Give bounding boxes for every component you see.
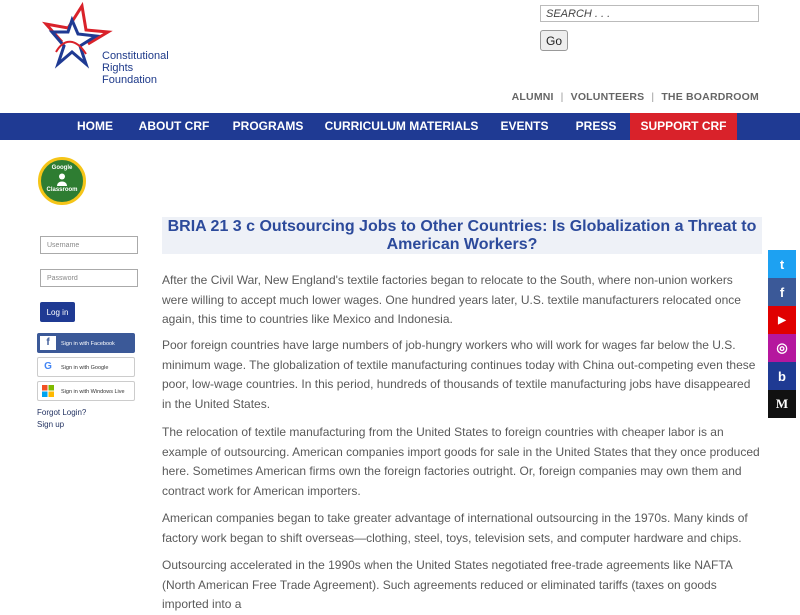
nav-events[interactable]: EVENTS (500, 119, 549, 133)
separator: | (651, 91, 655, 103)
logo-line-2: Rights (102, 62, 134, 74)
nav-press[interactable]: PRESS (575, 119, 617, 133)
logo-line-3: Foundation (102, 74, 158, 86)
google-signin-button[interactable] (37, 357, 135, 377)
google-signin-label: Sign in with Google (61, 365, 109, 371)
google-icon: G (44, 361, 52, 372)
nav-curriculum-materials[interactable]: CURRICULUM MATERIALS (324, 119, 479, 133)
blog-icon: b (778, 368, 786, 384)
twitter-share[interactable] (768, 250, 796, 278)
star-logo-icon (38, 2, 108, 72)
article-paragraph: American companies began to take greater advantage of international outsourcing in the 1970s. Many kinds of factory work began to shift overseas—clothing, steel, toys, television sets, and computer hardware and chips. (162, 511, 748, 545)
blog-share[interactable] (768, 362, 796, 390)
volunteers-link[interactable]: VOLUNTEERS (570, 91, 645, 103)
facebook-share[interactable] (768, 278, 796, 306)
forgot-login-link[interactable]: Forgot Login? (37, 408, 87, 417)
windows-signin-button[interactable] (37, 381, 135, 401)
main-nav (0, 113, 800, 140)
instagram-share[interactable] (768, 334, 796, 362)
article-paragraph: Outsourcing accelerated in the 1990s when the United States negotiated free-trade agreements like NAFTA (North American Free Trade Agreement). Such agreements reduced or eliminated tariffs (taxes on goods imported into a (162, 558, 733, 611)
badge-line-2: Classroom (46, 187, 78, 193)
nav-support-crf[interactable]: SUPPORT CRF (630, 113, 737, 140)
person-icon (57, 173, 67, 186)
nav-about-crf[interactable]: ABOUT CRF (138, 119, 210, 133)
medium-share[interactable] (768, 390, 796, 418)
utility-links (512, 91, 759, 103)
search-input[interactable] (540, 5, 759, 22)
login-button[interactable]: Log in (40, 302, 75, 322)
article-paragraph: Poor foreign countries have large numbers of job-hungry workers who will work for wages far below the U.S. minimum wage. The globalization of textile manufacturing continues today with China out-competing even these poor, low-wage countries. In this period, hundreds of thousands of textile manufacturing jobs have disappeared in the United States. (162, 338, 756, 411)
youtube-share[interactable] (768, 306, 796, 334)
alumni-link[interactable]: ALUMNI (511, 91, 554, 103)
nav-programs[interactable]: PROGRAMS (232, 119, 304, 133)
password-field[interactable] (40, 269, 138, 287)
facebook-signin-label: Sign in with Facebook (61, 341, 115, 347)
instagram-icon: ◎ (776, 340, 788, 355)
google-classroom-badge[interactable] (38, 157, 86, 205)
search-go-button[interactable]: Go (540, 30, 568, 51)
windows-signin-label: Sign in with Windows Live (61, 389, 125, 395)
article-paragraph: The relocation of textile manufacturing from the United States to foreign countries with cheaper labor is an example of outsourcing. American companies import goods for sale in the United States that they once produced here. Sometimes American firms own the foreign factories outright. Or, foreign companies may own them and contract work for American importers. (162, 425, 760, 498)
article-paragraph: After the Civil War, New England's textile factories began to relocate to the South, where non-union workers were willing to accept much lower wages. One hundred years later, U.S. textile manufacturers relocated once again, this time to countries like Mexico and Indonesia. (162, 273, 741, 326)
twitter-icon: t (779, 256, 785, 272)
logo-line-1: Constitutional (102, 50, 169, 62)
page-title: BRIA 21 3 c Outsourcing Jobs to Other Countries: Is Globalization a Threat to American Workers? (167, 218, 757, 253)
crf-logo[interactable] (38, 2, 178, 88)
facebook-icon: f (779, 284, 785, 300)
youtube-icon: ▶ (778, 314, 786, 326)
boardroom-link[interactable]: THE BOARDROOM (661, 91, 759, 103)
medium-icon: M (775, 396, 789, 411)
nav-home[interactable]: HOME (77, 119, 113, 133)
badge-line-1: Google (51, 165, 73, 171)
windows-icon (40, 384, 56, 398)
username-field[interactable] (40, 236, 138, 254)
signup-link[interactable]: Sign up (37, 420, 65, 429)
facebook-icon: f (40, 336, 56, 350)
logo-text (102, 50, 169, 86)
separator: | (560, 91, 564, 103)
facebook-signin-button[interactable] (37, 333, 135, 353)
article-title-box (162, 217, 762, 254)
